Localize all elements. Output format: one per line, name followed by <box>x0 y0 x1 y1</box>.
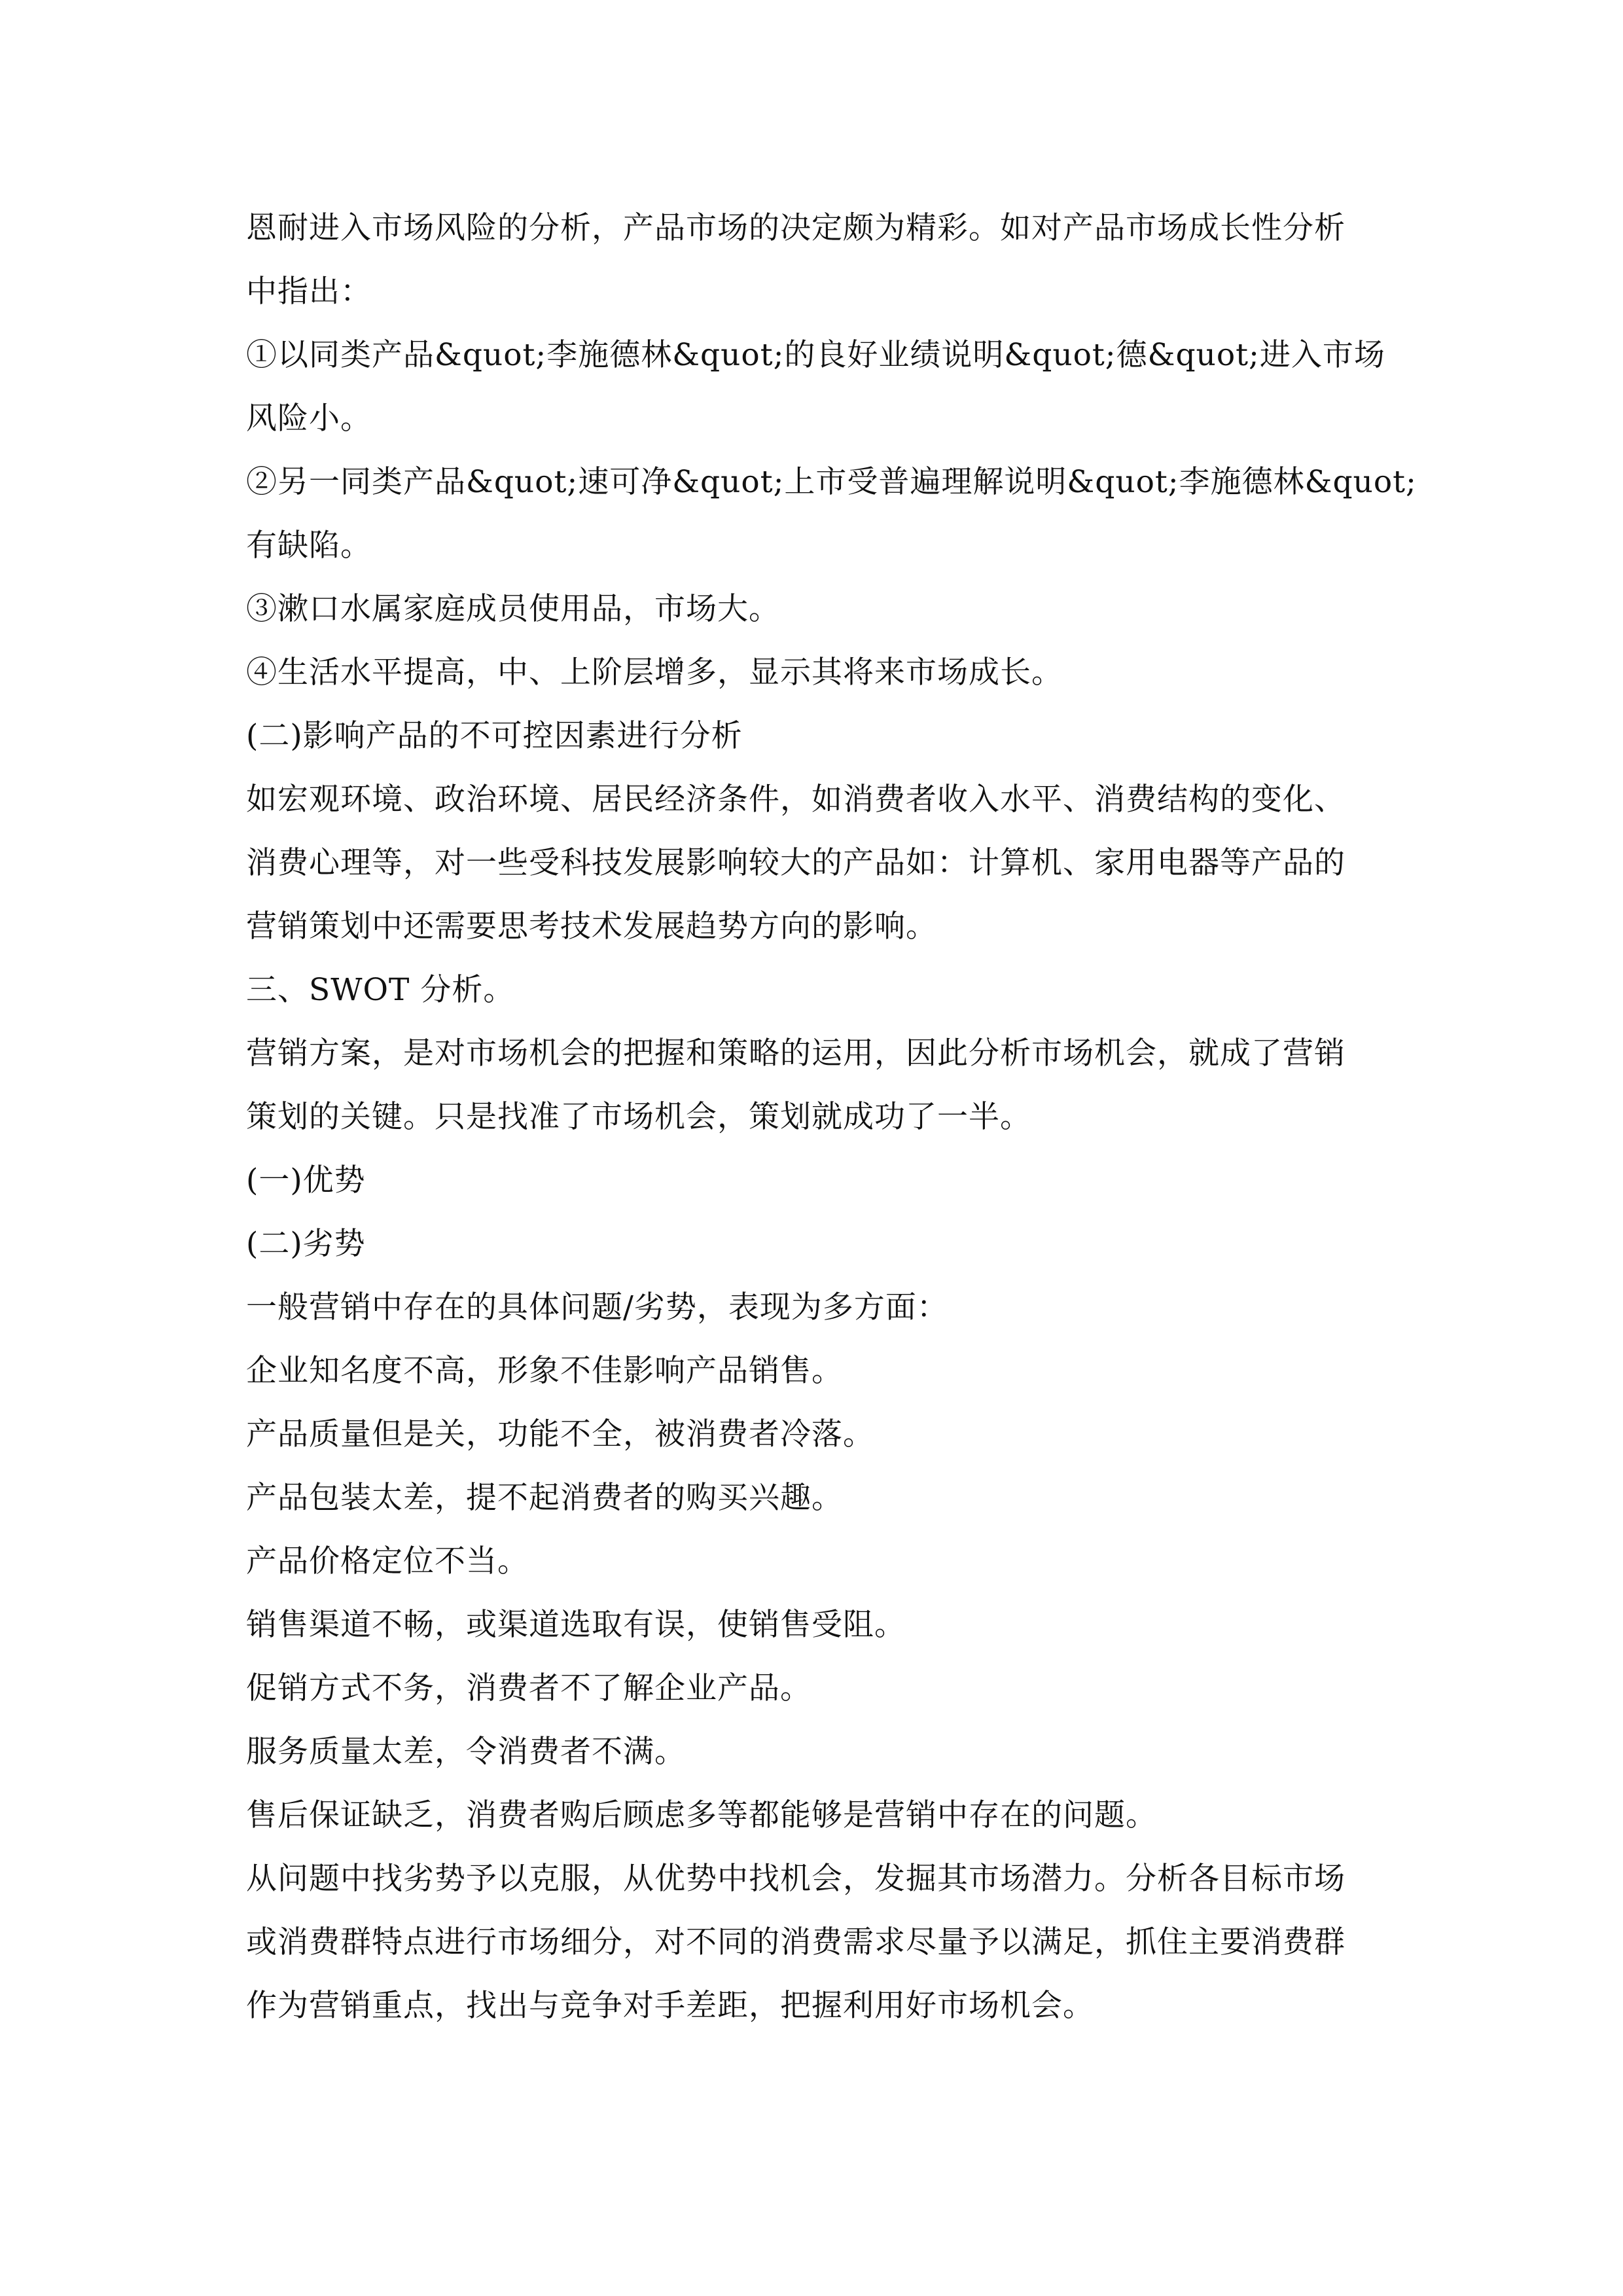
text-line: 如宏观环境、政治环境、居民经济条件，如消费者收入水平、消费结构的变化、 <box>246 781 1346 817</box>
text-line: 企业知名度不高，形象不佳影响产品销售。 <box>246 1353 843 1389</box>
text-line: 从问题中找劣势予以克服，从优势中找机会，发掘其市场潜力。分析各目标市场 <box>246 1861 1346 1897</box>
text-line: 消费心理等，对一些受科技发展影响较大的产品如：计算机、家用电器等产品的 <box>246 845 1346 881</box>
text-line: 中指出： <box>246 274 372 310</box>
text-line: 策划的关键。只是找准了市场机会，策划就成功了一半。 <box>246 1099 1031 1135</box>
section-heading: (二)影响产品的不可控因素进行分析 <box>246 718 743 754</box>
text-line: 产品质量但是关，功能不全，被消费者冷落。 <box>246 1416 874 1452</box>
text-line: 服务质量太差，令消费者不满。 <box>246 1734 686 1770</box>
section-heading: (一)优势 <box>246 1162 366 1198</box>
text-line: 恩耐进入市场风险的分析，产品市场的决定颇为精彩。如对产品市场成长性分析 <box>246 210 1346 246</box>
text-line: 作为营销重点，找出与竞争对手差距，把握利用好市场机会。 <box>246 1988 1094 2024</box>
text-line: 产品价格定位不当。 <box>246 1543 529 1579</box>
text-line: 风险小。 <box>246 401 372 437</box>
text-line: 促销方式不务，消费者不了解企业产品。 <box>246 1670 812 1706</box>
text-line: 或消费群特点进行市场细分，对不同的消费需求尽量予以满足，抓住主要消费群 <box>246 1924 1346 1960</box>
text-line: 营销策划中还需要思考技术发展趋势方向的影响。 <box>246 908 937 944</box>
text-line: ①以同类产品&quot;李施德林&quot;的良好业绩说明&quot;德&quot;进入市场 <box>246 337 1385 373</box>
text-line: 售后保证缺乏，消费者购后顾虑多等都能够是营销中存在的问题。 <box>246 1797 1157 1833</box>
text-line: ②另一同类产品&quot;速可净&quot;上市受普遍理解说明&quot;李施德林&quot; <box>246 464 1417 500</box>
section-heading: 三、SWOT 分析。 <box>246 972 515 1008</box>
text-line: ③漱口水属家庭成员使用品，市场大。 <box>246 591 780 627</box>
text-line: 产品包装太差，提不起消费者的购买兴趣。 <box>246 1480 843 1516</box>
text-line: 一般营销中存在的具体问题/劣势，表现为多方面： <box>246 1289 948 1325</box>
text-line: 有缺陷。 <box>246 528 372 564</box>
section-heading: (二)劣势 <box>246 1226 366 1262</box>
text-line: 销售渠道不畅，或渠道选取有误，使销售受阻。 <box>246 1607 906 1643</box>
text-line: ④生活水平提高，中、上阶层增多，显示其将来市场成长。 <box>246 655 1063 691</box>
document-body <box>246 196 1417 2037</box>
text-line: 营销方案，是对市场机会的把握和策略的运用，因此分析市场机会，就成了营销 <box>246 1035 1346 1071</box>
